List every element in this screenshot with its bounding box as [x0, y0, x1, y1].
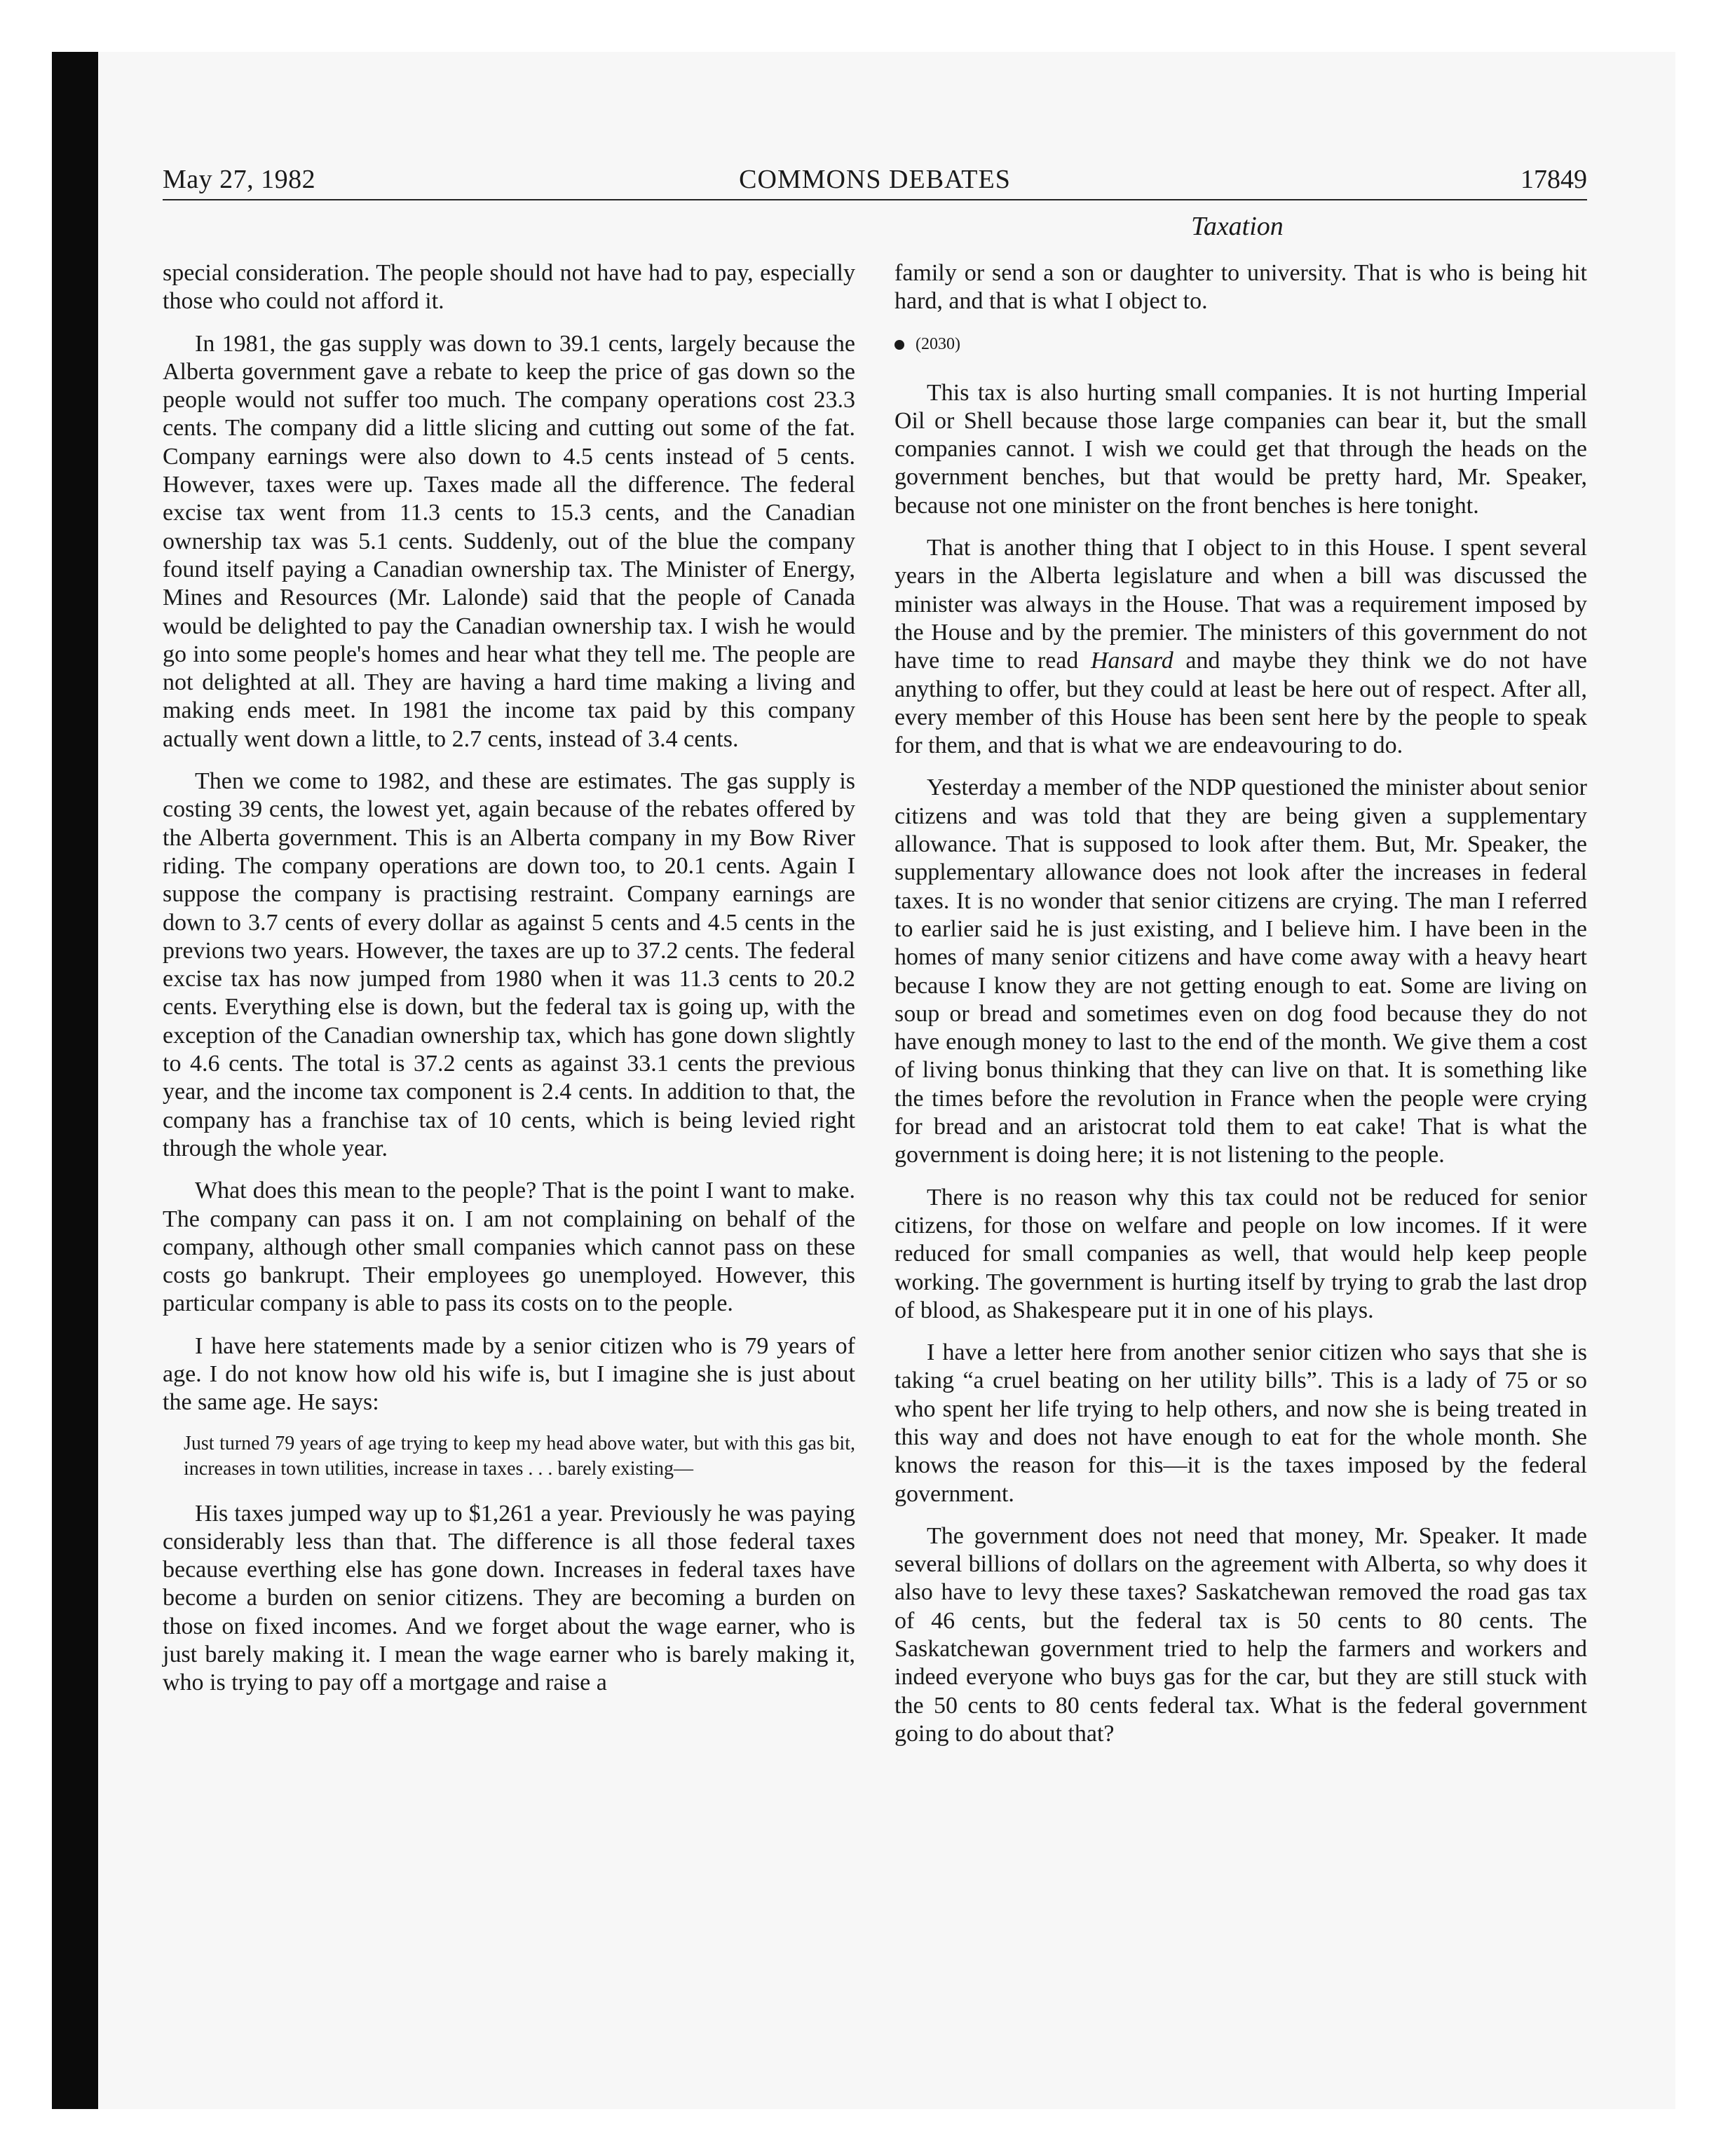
paragraph: Then we come to 1982, and these are estimates. The gas supply is costing 39 cents, the lowest yet, again because of the rebates offered by the Alberta government. This is an Alberta company in my Bow River riding. The company operations are down too, to 20.1 cents. Again I suppose the company is practising restraint. Company earnings are down to 3.7 cents of every dollar as against 5 cents and 4.5 cents in the previons two years. However, the taxes are up to 37.2 cents. The federal excise tax has now jumped from 1980 when it was 11.3 cents to 20.2 cents. Everything else is down, but the federal tax is going up, with the exception of the Canadian ownership tax, which has gone down slightly to 4.6 cents. The total is 37.2 cents as against 33.1 cents the previous year, and the income tax component is 2.4 cents. In addition to that, the company has a franchise tax of 10 cents, which is being levied right through the whole year.: [163, 768, 855, 1161]
scan-edge-bar: [52, 52, 98, 2109]
paragraph: There is no reason why this tax could not be reduced for senior citizens, for those on welfare and people on low incomes. If it were reduced for small companies as well, that would help keep people working. The government is hurting itself by trying to grab the last drop of blood, as Shakespeare put it in one of his plays.: [894, 1184, 1587, 1323]
hansard-title: Hansard: [1090, 648, 1173, 674]
paragraph: What does this mean to the people? That is the point I want to make. The company can pass it on. I am not complaining on behalf of the company, although other small companies which cannot pass on these costs go bankrupt. Their employees go unemployed. However, this particular company is able to pass its costs on to the people.: [163, 1178, 855, 1317]
header-title: COMMONS DEBATES: [739, 165, 1011, 194]
page-number: 17849: [1520, 165, 1587, 194]
right-column: [894, 259, 1587, 1762]
paragraph-text: and maybe they think we do not have anything to offer, but they could at least be here out of respect. After all, every member of this House has been sent here by the people to speak for them, and that is what we are endeavouring to do.: [894, 648, 1588, 759]
paragraph: special consideration. The people should not have had to pay, especially those who could not afford it.: [163, 260, 855, 315]
paragraph: This tax is also hurting small companies. It is not hurting Imperial Oil or Shell because those large companies can bear it, but the small companies cannot. I wish we could get that through the heads on the government benches, but that would be pretty hard, Mr. Speaker, because not one minister on the front benches is here tonight.: [894, 379, 1587, 519]
section-title: Taxation: [1191, 212, 1284, 241]
paragraph: In 1981, the gas supply was down to 39.1 cents, largely because the Alberta government gave a rebate to keep the price of gas down so the people would not suffer too much. The company operations cost 23.3 cents. The company did a little slicing and cutting out some of the fat. Company earnings were also down to 4.5 cents instead of 5 cents. However, taxes were up. Taxes made all the difference. The federal excise tax went from 11.3 cents to 15.3 cents, and the Canadian ownership tax was 5.1 cents. Suddenly, out of the blue the company found itself paying a Canadian ownership tax. The Minister of Energy, Mines and Resources (Mr. Lalonde) said that the people of Canada would be delighted to pay the Canadian ownership tax. I wish he would go into some people's homes and hear what they tell me. The people are not delighted at all. They are having a hard time making a living and making ends meet. In 1981 the income tax paid by this company actually went down a little, to 2.7 cents, instead of 3.4 cents.: [163, 330, 855, 752]
paragraph: family or send a son or daughter to university. That is who is being hit hard, and that is what I object to.: [894, 260, 1587, 315]
paragraph: His taxes jumped way up to $1,261 a year. Previously he was paying considerably less than that. The difference is all those federal taxes because everthing else has gone down. Increases in federal taxes have become a burden on senior citizens. They are becoming a burden on those on fixed incomes. And we forget about the wage earner, who is just barely making it. I mean the wage earner who is barely making it, who is trying to pay off a mortgage and raise a: [163, 1500, 855, 1696]
header-date: May 27, 1982: [163, 165, 316, 194]
paragraph: The government does not need that money, Mr. Speaker. It made several billions of dollars on the agreement with Alberta, so why does it also have to levy these taxes? Saskatchewan removed the road gas tax of 46 cents, but the federal tax is 50 cents to 80 cents. The Saskatchewan government tried to help the farmers and workers and indeed everyone who buys gas for the car, but they are still stuck with the 50 cents to 80 cents federal tax. What is the federal government going to do about that?: [894, 1522, 1587, 1747]
page-header: [163, 160, 1587, 199]
paragraph: [894, 534, 1587, 760]
paragraph: I have here statements made by a senior citizen who is 79 years of age. I do not know how old his wife is, but I imagine she is just about the same age. He says:: [163, 1332, 855, 1416]
block-quote: Just turned 79 years of age trying to keep my head above water, but with this gas bit, increases in town utilities, increase in taxes . . . barely existing—: [184, 1432, 855, 1480]
header-rule: [163, 199, 1587, 200]
bullet-dot-icon: [894, 340, 904, 350]
paragraph: I have a letter here from another senior citizen who says that she is taking “a cruel beating on her utility bills”. This is a lady of 75 or so who spent her life trying to help others, and now she is being treated in this way and does not have enough to eat for the whole month. She knows the reason for this—it is the taxes imposed by the federal government.: [894, 1339, 1587, 1507]
time-marker-label: (2030): [916, 334, 960, 353]
paragraph-text: That is another thing that I object to in this House. I spent several years in the Alberta legislature and when a bill was discussed the minister was always in the House. That was a requirement imposed by the House and by the premier. The ministers of this government do not have time to read: [894, 535, 1587, 674]
time-marker: [894, 330, 1587, 358]
paragraph: Yesterday a member of the NDP questioned the minister about senior citizens and was told that they are being given a supplementary allowance. That is supposed to look after them. But, Mr. Speaker, the supplementary allowance does not look after the increases in federal taxes. It is no wonder that senior citizens are crying. The man I referred to earlier said he is just existing, and I believe him. I have been in the homes of many senior citizens and have come away with a heavy heart because I know they are not getting enough to eat. Some are living on soup or bread and sometimes even on dog food because they do not have enough money to last to the end of the month. We give them a cost of living bonus thinking that they can live on that. It is something like the times before the revolution in France when the people were crying for bread and an aristocrat told them to eat cake! That is what the government is doing here; it is not listening to the people.: [894, 775, 1587, 1168]
left-column: [163, 259, 855, 1712]
